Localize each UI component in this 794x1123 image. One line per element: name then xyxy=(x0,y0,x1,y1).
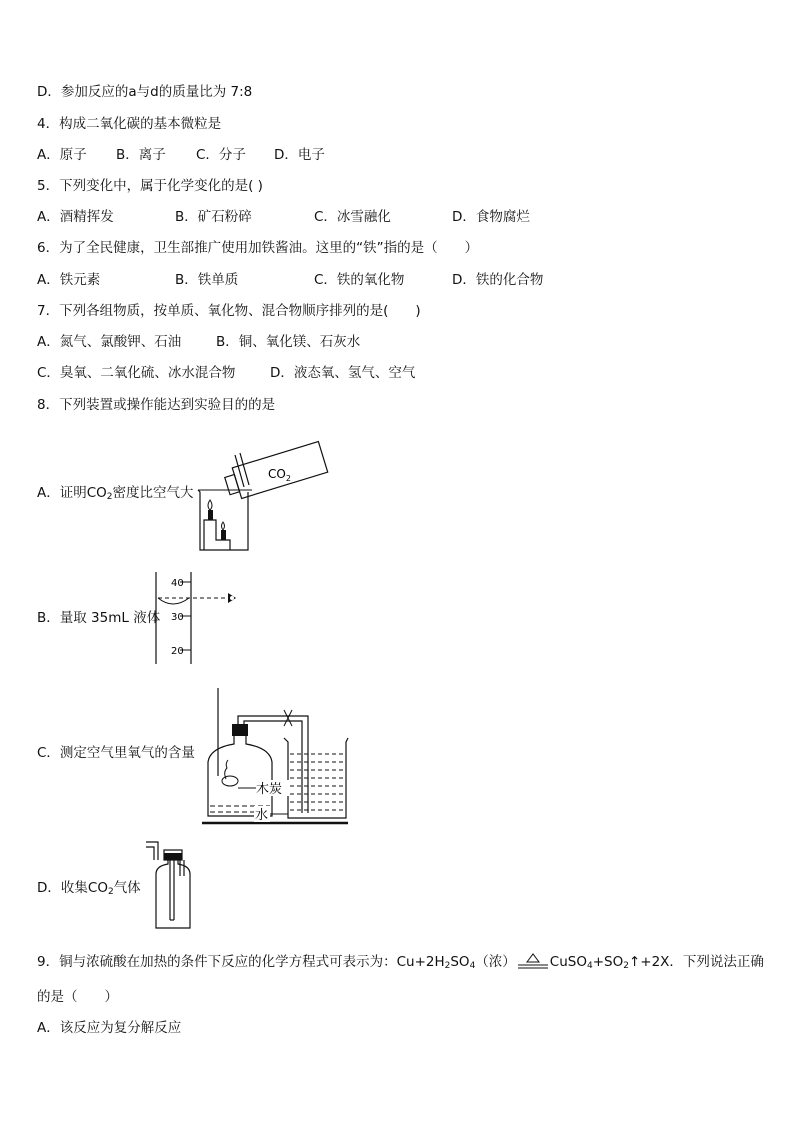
tick-40: 40 xyxy=(171,578,184,589)
q7-option-d: D．液态氧、氢气、空气 xyxy=(270,365,416,381)
tick-20: 20 xyxy=(171,646,184,657)
q8-option-a-text: A．证明$CO_2$密度比空气大 xyxy=(37,485,194,502)
q7-option-a: A．氮气、氯酸钾、石油 xyxy=(37,334,182,350)
q8-a-apparatus xyxy=(190,440,330,555)
q8-d-gas-bottle xyxy=(144,840,200,930)
heat-symbol xyxy=(516,952,550,971)
q4-option-a: A．原子 xyxy=(37,147,87,163)
q3-option-d: D．参加反应的a与d的质量比为 7:8 xyxy=(37,84,253,100)
q7-option-c: C．臭氧、二氧化硫、冰水混合物 xyxy=(37,365,236,381)
q4-option-d: D．电子 xyxy=(274,147,325,163)
label-water: 水 xyxy=(255,808,269,823)
q6-option-a: A．铁元素 xyxy=(37,272,101,288)
q8-option-d-text: D．收集$CO_2$气体 xyxy=(37,880,141,897)
q4-option-c: C．分子 xyxy=(196,147,246,163)
q5-option-d: D．食物腐烂 xyxy=(452,209,530,225)
q6-option-c: C．铁的氧化物 xyxy=(314,272,405,288)
q6-option-b: B．铁单质 xyxy=(175,272,239,288)
q7-stem: 7．下列各组物质，按单质、氧化物、混合物顺序排列的是( ) xyxy=(37,303,421,319)
q4-option-b: B．离子 xyxy=(116,147,166,163)
q9-option-a: A．该反应为复分解反应 xyxy=(37,1020,182,1036)
q5-option-a: A．酒精挥发 xyxy=(37,209,114,225)
q4-stem: 4．构成二氧化碳的基本微粒是 xyxy=(37,116,222,132)
q8-c-apparatus xyxy=(198,686,358,828)
q5-option-c: C．冰雪融化 xyxy=(314,209,391,225)
q5-option-b: B．矿石粉碎 xyxy=(175,209,252,225)
label-charcoal: 木炭 xyxy=(256,782,283,797)
bottle-label: $CO_2$ xyxy=(268,467,291,483)
tick-30: 30 xyxy=(171,612,184,623)
q8-stem: 8．下列装置或操作能达到实验目的的是 xyxy=(37,397,276,413)
q7-option-b: B．铜、氧化镁、石灰水 xyxy=(216,334,361,350)
eye-icon xyxy=(228,593,236,603)
q8-option-b-text: B．量取 35mL 液体 xyxy=(37,610,161,626)
q9-stem-line1: 9．铜与浓硫酸在加热的条件下反应的化学方程式可表示为：$Cu+2H_2SO_4$（浓） $CuSO_4+SO_2↑+2X$．下列说法正确 xyxy=(37,954,764,971)
q5-stem: 5．下列变化中，属于化学变化的是( ) xyxy=(37,178,263,194)
q8-b-cylinder xyxy=(150,570,260,670)
q9-stem-line2: 的是（ ） xyxy=(37,989,118,1005)
q6-option-d: D．铁的化合物 xyxy=(452,272,544,288)
q8-option-c-text: C．测定空气里氧气的含量 xyxy=(37,745,195,761)
q6-stem: 6．为了全民健康，卫生部推广使用加铁酱油。这里的“铁”指的是（ ） xyxy=(37,240,479,256)
